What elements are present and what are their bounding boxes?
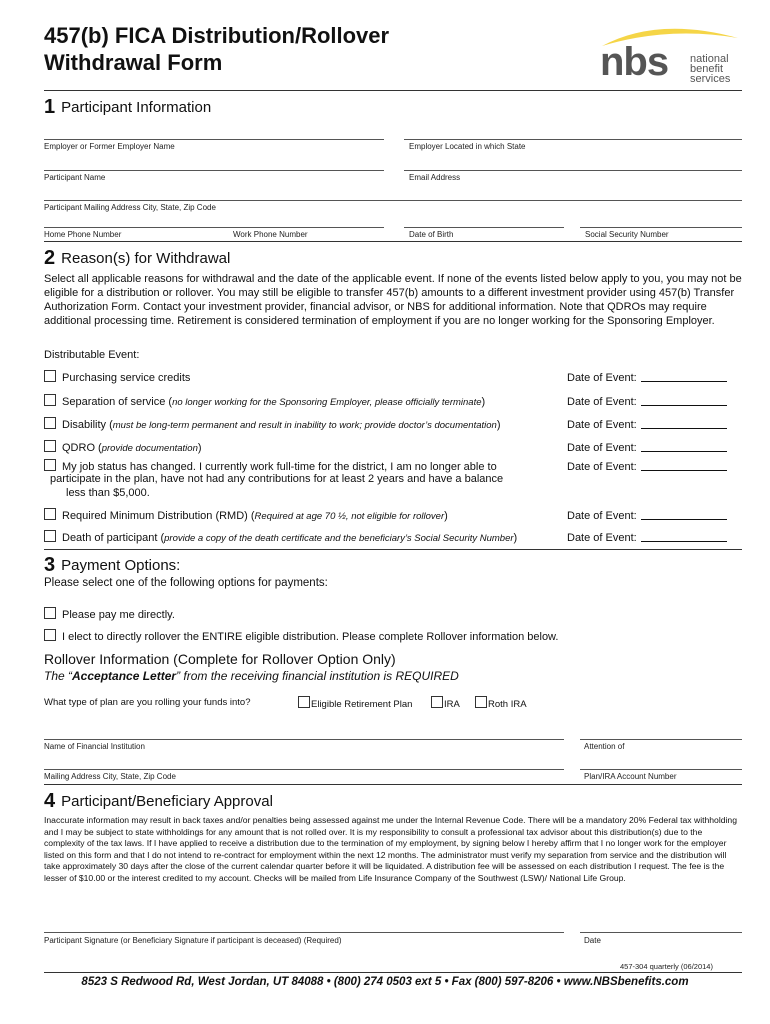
section1-title: Participant Information [61, 99, 212, 116]
section3-intro: Please select one of the following options for payments: [44, 577, 328, 589]
distributable-label: Distributable Event: [44, 349, 140, 361]
plan-label: Roth IRA [488, 699, 527, 710]
event-death [44, 530, 517, 544]
event-label: QDRO ( [62, 442, 102, 454]
attention-line[interactable] [580, 739, 742, 740]
section2-heading [44, 247, 230, 270]
checkbox-qdro[interactable] [44, 440, 56, 452]
checkbox-job-status[interactable] [44, 459, 56, 471]
rollover-sub-post: ” from the receiving financial institution is REQUIRED [176, 669, 459, 683]
checkbox-roth-ira[interactable] [475, 696, 487, 708]
date-field[interactable] [567, 531, 727, 544]
event-job-status [44, 459, 497, 473]
participant-name-label: Participant Name [44, 173, 106, 182]
nbs-logo [598, 24, 748, 88]
event-purchasing-service [44, 370, 190, 384]
dob-label: Date of Birth [409, 230, 454, 239]
date-label: Date of Event: [567, 510, 637, 522]
date-field[interactable] [567, 460, 727, 473]
event-note: no longer working for the Sponsoring Employer, please officially terminate [172, 397, 482, 408]
date-label: Date of Event: [567, 532, 637, 544]
option-label: Please pay me directly. [62, 609, 175, 621]
plan-label: IRA [444, 699, 460, 710]
section1-bottom-rule [44, 241, 742, 242]
paren-close: ) [444, 510, 448, 522]
rollover-mailing-label: Mailing Address City, State, Zip Code [44, 772, 176, 781]
checkbox-death[interactable] [44, 530, 56, 542]
header-divider [44, 90, 742, 91]
rollover-title: Rollover Information (Complete for Rollover Option Only) [44, 651, 396, 667]
date-field[interactable] [567, 395, 727, 408]
institution-line[interactable] [44, 739, 564, 740]
rollover-sub-pre: The “ [44, 669, 73, 683]
date-field[interactable] [567, 441, 727, 454]
paren-close: ) [481, 396, 486, 408]
checkbox-rollover[interactable] [44, 629, 56, 641]
logo-sub1: national [690, 53, 729, 65]
date-label: Date of Event: [567, 461, 637, 473]
email-line[interactable] [404, 170, 742, 171]
employer-label: Employer or Former Employer Name [44, 142, 175, 151]
date-field[interactable] [567, 371, 727, 384]
event-note: provide a copy of the death certificate and the beneficiary’s Social Security Number [164, 533, 514, 544]
plan-ira [431, 696, 460, 710]
event-job-status-line2: participate in the plan, have not had any contributions for at least 2 years and have a balance [50, 473, 504, 485]
institution-label: Name of Financial Institution [44, 742, 145, 751]
section4-heading [44, 790, 273, 813]
section3-bottom-rule [44, 784, 742, 785]
checkbox-disability[interactable] [44, 417, 56, 429]
section1-heading [44, 96, 211, 119]
signature-date-label: Date [584, 936, 601, 945]
section4-title: Participant/Beneficiary Approval [61, 793, 273, 810]
dob-line[interactable] [404, 227, 564, 228]
section3-number: 3 [44, 554, 56, 576]
approval-text: Inaccurate information may result in back taxes and/or penalties being assessed against me under the Internal Revenue Code. There will be a mandatory 20% Federal tax withholding and I may be subject to state withholdings for any amount that is not rolled over. It is my responsibility to consult a professional tax advisor about this distribution(s) due to the complexity of the tax laws. If I have applied to receive a distribution due to the termination of my employment, by signing below I hereby affirm that I no longer work for the employer listed on this form and that I do not intend to re-contract for employment within the next 12 months. The administrator must verify my separation from service and the distribution will take approximately 30 days after the close of the current calendar quarter before it will be liquidated. A distribution fee will be assessed on each distribution I request. The fee is the lesser of $10.00 or the interest credited to my account. Checks will be mailed from Life Insurance Company of the Southwest (LSW)/ National Life Group. [44, 815, 737, 883]
mailing-address-line[interactable] [44, 200, 742, 201]
employer-line[interactable] [44, 139, 384, 140]
event-note: Required at age 70 ½, not eligible for rollover [254, 511, 445, 522]
logo-wordmark: nbs [600, 40, 669, 84]
plan-eligible [298, 696, 412, 710]
rollover-mailing-line[interactable] [44, 769, 564, 770]
option-pay-directly [44, 607, 175, 621]
email-label: Email Address [409, 173, 461, 182]
date-label: Date of Event: [567, 372, 637, 384]
attention-label: Attention of [584, 742, 625, 751]
form-title-line1: 457(b) FICA Distribution/Rollover [44, 23, 390, 48]
paren-close: ) [197, 442, 202, 454]
date-label: Date of Event: [567, 396, 637, 408]
footer-rule [44, 972, 742, 973]
option-label: I elect to directly rollover the ENTIRE eligible distribution. Please complete Rollover information below. [62, 631, 559, 643]
logo-sub2: benefit [690, 63, 724, 75]
ssn-label: Social Security Number [585, 230, 669, 239]
event-label: My job status has changed. I currently work full-time for the district, I am no longer able to [62, 461, 497, 473]
plan-question: What type of plan are you rolling your funds into? [44, 697, 251, 708]
event-job-status-line3: less than $5,000. [66, 487, 150, 499]
section2-bottom-rule [44, 549, 742, 550]
checkbox-rmd[interactable] [44, 508, 56, 520]
section1-number: 1 [44, 96, 56, 118]
account-label: Plan/IRA Account Number [584, 772, 677, 781]
work-phone-label: Work Phone Number [233, 230, 308, 239]
paren-close: ) [496, 419, 501, 431]
date-label: Date of Event: [567, 442, 637, 454]
signature-line[interactable] [44, 932, 564, 933]
checkbox-separation[interactable] [44, 394, 56, 406]
event-label: Purchasing service credits [62, 372, 191, 384]
section2-title: Reason(s) for Withdrawal [61, 250, 231, 267]
rollover-sub-bold: Acceptance Letter [72, 669, 177, 683]
logo-sub3: services [690, 73, 731, 85]
phone-line[interactable] [44, 227, 384, 228]
employer-state-label: Employer Located in which State [409, 142, 526, 151]
home-phone-label: Home Phone Number [44, 230, 122, 239]
checkbox-purchasing-service[interactable] [44, 370, 56, 382]
ssn-line[interactable] [580, 227, 742, 228]
date-line[interactable] [580, 932, 742, 933]
form-code: 457-304 quarterly (06/2014) [620, 962, 713, 971]
event-disability [44, 417, 500, 431]
section3-heading [44, 554, 180, 577]
checkbox-pay-directly[interactable] [44, 607, 56, 619]
section2-intro: Select all applicable reasons for withdrawal and the date of the applicable event. If none of the events listed below apply to you, you may not be eligible for a distribution or rollover. You may still be eligible to transfer 457(b) amounts to a different investment provider using 457(b) Transfer Authorization Form. Contact your investment provider, financial advisor, or NBS for additional information. Note that QDROs may require additional processing time. Retirement is considered termination of employment if you are no longer working for the Sponsoring Employer. [44, 273, 742, 327]
plan-roth-ira [475, 696, 527, 710]
date-label: Date of Event: [567, 419, 637, 431]
event-rmd [44, 508, 448, 522]
signature-label: Participant Signature (or Beneficiary Signature if participant is deceased) (Required) [44, 936, 342, 945]
checkbox-eligible-plan[interactable] [298, 696, 310, 708]
plan-label: Eligible Retirement Plan [311, 699, 413, 710]
event-label: Death of participant ( [62, 532, 165, 544]
employer-state-line[interactable] [404, 139, 742, 140]
participant-name-line[interactable] [44, 170, 384, 171]
checkbox-ira[interactable] [431, 696, 443, 708]
event-label: Required Minimum Distribution (RMD) ( [62, 510, 255, 522]
form-title-line2: Withdrawal Form [44, 50, 223, 75]
paren-close: ) [513, 532, 518, 544]
section3-title: Payment Options: [61, 557, 181, 574]
event-note: provide documentation [101, 443, 198, 454]
date-field[interactable] [567, 418, 727, 431]
footer-contact: 8523 S Redwood Rd, West Jordan, UT 84088 • (800) 274 0503 ext 5 • Fax (800) 597-8206 • www.NBSbenefits.com [81, 976, 689, 988]
date-field[interactable] [567, 509, 727, 522]
option-rollover [44, 629, 558, 643]
section2-number: 2 [44, 247, 56, 269]
event-note: must be long-term permanent and result in inability to work; provide doctor’s documentation [112, 420, 497, 431]
rollover-subtitle [44, 669, 459, 683]
mailing-address-label: Participant Mailing Address City, State, Zip Code [44, 203, 216, 212]
event-label: Separation of service ( [62, 396, 173, 408]
form-title [44, 22, 389, 76]
section4-number: 4 [44, 790, 56, 812]
account-line[interactable] [580, 769, 742, 770]
event-separation [44, 394, 485, 408]
event-qdro [44, 440, 202, 454]
event-label: Disability ( [62, 419, 113, 431]
